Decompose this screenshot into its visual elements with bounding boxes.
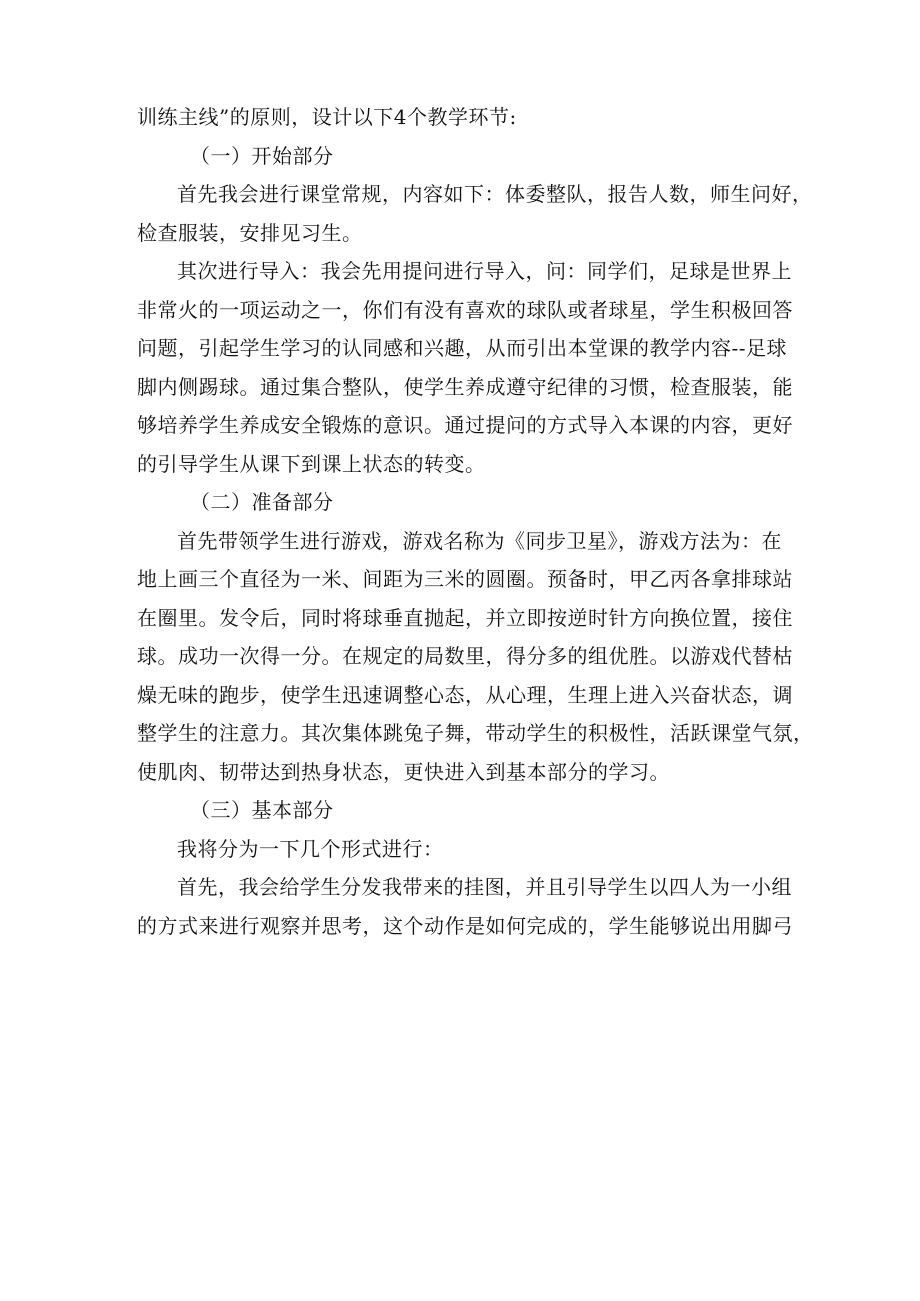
intro-tail-line: 训练主线”的原则，设计以下4个教学环节:	[137, 105, 517, 129]
text-line: 的引导学生从课下到课上状态的转变。	[137, 451, 486, 476]
section-heading-start: （一）开始部分	[190, 143, 334, 168]
text-line: 的方式来进行观察并思考，这个动作是如何完成的，学生能够说出用脚弓	[137, 913, 793, 938]
document-body	[137, 98, 814, 945]
text-line: 首先，我会给学生分发我带来的挂图，并且引导学生以四人为一小组	[177, 875, 792, 899]
text-line: 首先我会进行课堂常规，内容如下：体委整队，报告人数，师生问好，	[177, 182, 813, 206]
text-line: 首先带领学生进行游戏，游戏名称为《同步卫星》，游戏方法为：在	[177, 528, 782, 553]
text-line: 地上画三个直径为一米、间距为三米的圆圈。预备时，甲乙丙各拿排球站	[137, 567, 793, 591]
text-line: 使肌肉、韧带达到热身状态，更快进入到基本部分的学习。	[137, 759, 670, 784]
section-heading-preparation: （二）准备部分	[190, 490, 334, 514]
paragraph-introduction	[137, 252, 807, 483]
text-line: 够培养学生养成安全锻炼的意识。通过提问的方式导入本课的内容，更好	[137, 413, 793, 437]
paragraph-game	[137, 522, 814, 792]
paragraph-forms	[137, 830, 807, 869]
text-line: 脚内侧踢球。通过集合整队，使学生养成遵守纪律的习惯，检查服装，能	[137, 374, 793, 399]
paragraph-routine	[137, 175, 813, 252]
text-line: 其次进行导入：我会先用提问进行导入，问：同学们，足球是世界上	[177, 259, 792, 283]
text-line: 燥无味的跑步，使学生迅速调整心态，从心理，生理上进入兴奋状态，调	[137, 682, 793, 707]
section-heading-basic: （三）基本部分	[190, 798, 334, 822]
text-line: 整学生的注意力。其次集体跳兔子舞，带动学生的积极性，活跃课堂气氛，	[137, 721, 814, 745]
text-line: 问题，引起学生学习的认同感和兴趣，从而引出本堂课的教学内容--足球	[137, 336, 788, 360]
paragraph-wallchart	[137, 868, 807, 945]
text-line: 检查服装，安排见习生。	[137, 220, 363, 245]
text-line: 在圈里。发令后，同时将球垂直抛起，并立即按逆时针方向换位置，接住	[137, 605, 793, 630]
text-line: 我将分为一下几个形式进行：	[177, 836, 444, 861]
text-line: 球。成功一次得一分。在规定的局数里，得分多的组优胜。以游戏代替枯	[137, 644, 793, 668]
text-line: 非常火的一项运动之一，你们有没有喜欢的球队或者球星，学生积极回答	[137, 297, 793, 322]
